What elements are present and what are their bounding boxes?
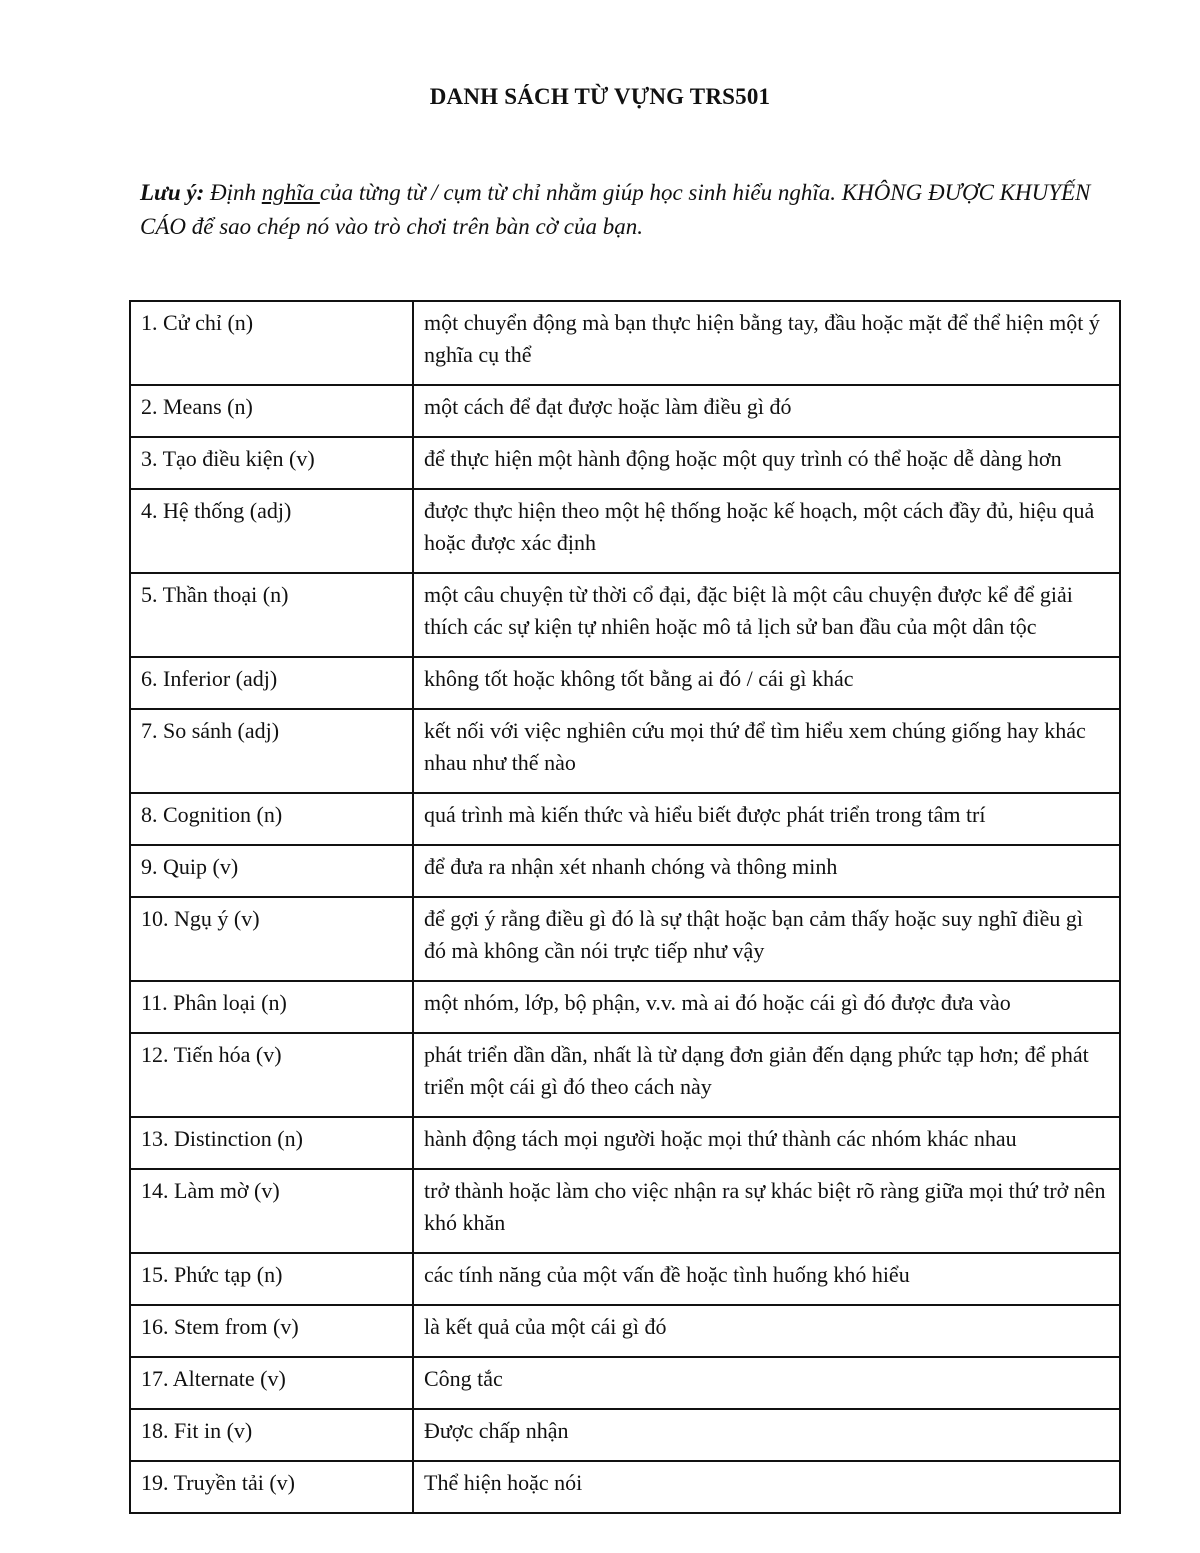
table-row: [130, 301, 1120, 385]
vocabulary-table-body: [130, 301, 1120, 1513]
table-row: [130, 709, 1120, 793]
table-row: [130, 1305, 1120, 1357]
table-row: [130, 897, 1120, 981]
table-row: [130, 1033, 1120, 1117]
definition-cell: kết nối với việc nghiên cứu mọi thứ để tìm hiểu xem chúng giống hay khác nhau như thế nào: [413, 709, 1120, 793]
term-cell: 17. Alternate (v): [130, 1357, 413, 1409]
term-cell: 3. Tạo điều kiện (v): [130, 437, 413, 489]
term-cell: 13. Distinction (n): [130, 1117, 413, 1169]
term-cell: 1. Cử chỉ (n): [130, 301, 413, 385]
note-text-before: Định: [204, 180, 262, 205]
definition-cell: Được chấp nhận: [413, 1409, 1120, 1461]
table-row: [130, 489, 1120, 573]
table-row: [130, 1461, 1120, 1513]
definition-cell: Công tắc: [413, 1357, 1120, 1409]
table-row: [130, 1409, 1120, 1461]
definition-cell: trở thành hoặc làm cho việc nhận ra sự khác biệt rõ ràng giữa mọi thứ trở nên khó khăn: [413, 1169, 1120, 1253]
definition-cell: Thể hiện hoặc nói: [413, 1461, 1120, 1513]
table-row: [130, 385, 1120, 437]
definition-cell: quá trình mà kiến thức và hiểu biết được phát triển trong tâm trí: [413, 793, 1120, 845]
table-row: [130, 1169, 1120, 1253]
table-row: [130, 793, 1120, 845]
definition-cell: các tính năng của một vấn đề hoặc tình huống khó hiểu: [413, 1253, 1120, 1305]
definition-cell: để gợi ý rằng điều gì đó là sự thật hoặc bạn cảm thấy hoặc suy nghĩ điều gì đó mà không cần nói trực tiếp như vậy: [413, 897, 1120, 981]
term-cell: 7. So sánh (adj): [130, 709, 413, 793]
definition-cell: phát triển dần dần, nhất là từ dạng đơn giản đến dạng phức tạp hơn; để phát triển một cái gì đó theo cách này: [413, 1033, 1120, 1117]
term-cell: 18. Fit in (v): [130, 1409, 413, 1461]
term-cell: 4. Hệ thống (adj): [130, 489, 413, 573]
term-cell: 9. Quip (v): [130, 845, 413, 897]
table-row: [130, 981, 1120, 1033]
definition-cell: một nhóm, lớp, bộ phận, v.v. mà ai đó hoặc cái gì đó được đưa vào: [413, 981, 1120, 1033]
term-cell: 8. Cognition (n): [130, 793, 413, 845]
note-underlined-word: nghĩa: [261, 180, 320, 205]
definition-cell: để thực hiện một hành động hoặc một quy trình có thể hoặc dễ dàng hơn: [413, 437, 1120, 489]
table-row: [130, 437, 1120, 489]
definition-cell: để đưa ra nhận xét nhanh chóng và thông minh: [413, 845, 1120, 897]
document-title: DANH SÁCH TỪ VỰNG TRS501: [429, 84, 771, 109]
definition-cell: một chuyển động mà bạn thực hiện bằng tay, đầu hoặc mặt để thể hiện một ý nghĩa cụ thể: [413, 301, 1120, 385]
table-row: [130, 573, 1120, 657]
term-cell: 5. Thần thoại (n): [130, 573, 413, 657]
table-row: [130, 657, 1120, 709]
table-row: [130, 1357, 1120, 1409]
definition-cell: một câu chuyện từ thời cổ đại, đặc biệt là một câu chuyện được kể để giải thích các sự kiện tự nhiên hoặc mô tả lịch sử ban đầu của một dân tộc: [413, 573, 1120, 657]
term-cell: 19. Truyền tải (v): [130, 1461, 413, 1513]
term-cell: 15. Phức tạp (n): [130, 1253, 413, 1305]
note-text-after: của từng từ / cụm từ chỉ nhằm giúp học sinh hiểu nghĩa. KHÔNG ĐƯỢC KHUYẾN CÁO để sao chép nó vào trò chơi trên bàn cờ của bạn.: [140, 180, 1091, 239]
term-cell: 2. Means (n): [130, 385, 413, 437]
table-row: [130, 1253, 1120, 1305]
definition-cell: không tốt hoặc không tốt bằng ai đó / cái gì khác: [413, 657, 1120, 709]
definition-cell: hành động tách mọi người hoặc mọi thứ thành các nhóm khác nhau: [413, 1117, 1120, 1169]
table-row: [130, 1117, 1120, 1169]
term-cell: 10. Ngụ ý (v): [130, 897, 413, 981]
term-cell: 14. Làm mờ (v): [130, 1169, 413, 1253]
note-paragraph: [140, 176, 1100, 244]
note-label: Lưu ý:: [140, 180, 205, 205]
term-cell: 12. Tiến hóa (v): [130, 1033, 413, 1117]
term-cell: 6. Inferior (adj): [130, 657, 413, 709]
term-cell: 16. Stem from (v): [130, 1305, 413, 1357]
vocabulary-table: [129, 300, 1121, 1514]
term-cell: 11. Phân loại (n): [130, 981, 413, 1033]
definition-cell: một cách để đạt được hoặc làm điều gì đó: [413, 385, 1120, 437]
definition-cell: được thực hiện theo một hệ thống hoặc kế hoạch, một cách đầy đủ, hiệu quả hoặc được xác định: [413, 489, 1120, 573]
table-row: [130, 845, 1120, 897]
definition-cell: là kết quả của một cái gì đó: [413, 1305, 1120, 1357]
